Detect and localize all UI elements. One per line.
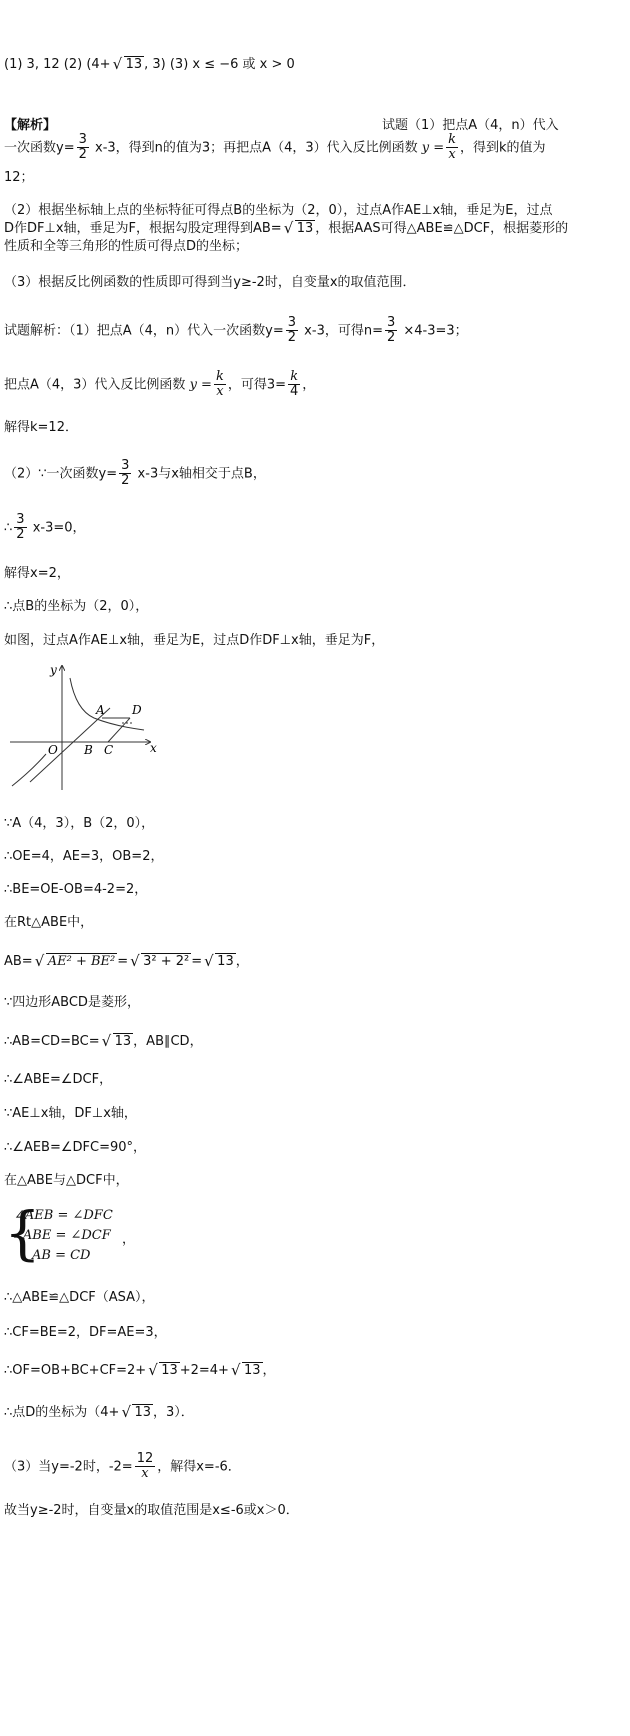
answer-part3: (3) x ≤ −6 或 x > 0 <box>169 57 295 72</box>
label-D: D <box>132 703 142 717</box>
solution-line25: 故当y≥-2时，自变量x的取值范围是x≤-6或x＞0． <box>4 1503 299 1518</box>
system-row2: ∠ABE = ∠DCF <box>12 1228 111 1243</box>
system-row1: ∠AEB = ∠DFC <box>14 1208 113 1223</box>
solution-line12: 在Rt△ABE中， <box>4 915 94 930</box>
coordinate-figure <box>4 660 164 795</box>
analysis-p2-line2: D作DF⊥x轴，垂足为F，根据勾股定理得到AB=√ 13 ，根据AAS可得△ABE≌△DCF，根据菱形的 <box>4 221 568 237</box>
analysis-heading: 【解析】 <box>4 118 57 133</box>
analysis-p2-line3: 性质和全等三角形的性质可得点D的坐标； <box>4 239 249 254</box>
analysis-line1-right: 试题（1）把点A（4，n）代入 <box>382 118 559 133</box>
label-C: C <box>104 743 114 757</box>
solution-line17: ∵AE⊥x轴，DF⊥x轴， <box>4 1106 137 1121</box>
system-comma: ， <box>122 1232 136 1247</box>
solution-line19: 在△ABE与△DCF中， <box>4 1173 129 1188</box>
solution-line23: ∴点D的坐标为（4+√ 13 ，3）． <box>4 1405 194 1421</box>
answer-part2c: , 3) <box>144 57 166 72</box>
solution-line24: （3）当y=-2时，-2= $\frac{12}{x}$ ，解得x=-6． <box>4 1451 241 1482</box>
solution-line14: ∵四边形ABCD是菱形， <box>4 995 140 1010</box>
solution-line1: 试题解析：（1）把点A（4，n）代入一次函数y= $\frac{3}{2}$ x-3，可得n= $\frac{3}{2}$ ×4-3=3； <box>4 315 468 346</box>
solution-line4: （2）∵一次函数y= $\frac{3}{2}$ x-3与x轴相交于点B， <box>4 458 266 489</box>
analysis-p3: （3）根据反比例函数的性质即可得到当y≥-2时，自变量x的取值范围． <box>4 275 416 290</box>
label-A: A <box>96 703 105 717</box>
equation-system <box>4 1199 154 1270</box>
solution-line3: 解得k=12． <box>4 420 78 435</box>
rhombus-DC <box>108 718 130 742</box>
solution-line13: AB=√ AE² + BE² =√ 3² + 2² =√ 13 ， <box>4 954 249 970</box>
answer-part1: (1) 3, 12 <box>4 57 60 72</box>
answer-part2a: (2) (4+ <box>63 57 111 72</box>
label-y: y <box>50 663 57 677</box>
solution-line9: ∵A（4，3），B（2，0）， <box>4 816 155 831</box>
sqrt-13: √ 13 <box>113 57 145 73</box>
solution-line16: ∴∠ABE=∠DCF， <box>4 1072 113 1087</box>
system-brace: { <box>4 1199 41 1267</box>
fraction-k-x: $\frac{k}{x}$ <box>448 132 457 163</box>
solution-line15: ∴AB=CD=BC=√ 13 ，AB∥CD， <box>4 1034 203 1050</box>
label-x: x <box>150 741 157 755</box>
solution-line22: ∴OF=OB+BC+CF=2+√ 13 +2=4+√ 13 ， <box>4 1363 276 1379</box>
solution-line7: ∴点B的坐标为（2，0）， <box>4 599 149 614</box>
solution-line18: ∴∠AEB=∠DFC=90°， <box>4 1140 146 1155</box>
solution-line5: ∴ $\frac{3}{2}$ x-3=0， <box>4 512 86 543</box>
solution-line20: ∴△ABE≌△DCF（ASA）， <box>4 1290 155 1305</box>
solution-line8: 如图，过点A作AE⊥x轴，垂足为E，过点D作DF⊥x轴，垂足为F， <box>4 633 385 648</box>
analysis-line2: 一次函数y= $\frac{3}{2}$ x-3，得到n的值为3；再把点A（4，3）代入反比例函数 y = $\frac{k}{x}$ ，得到k的值为 <box>4 132 546 163</box>
hyperbola-left <box>12 754 46 786</box>
answer-line <box>4 57 295 73</box>
analysis-p2-line1: （2）根据坐标轴上点的坐标特征可得点B的坐标为（2，0），过点A作AE⊥x轴，垂足为E，过点 <box>4 203 553 218</box>
fraction-3-2: $\frac{3}{2}$ <box>78 132 87 163</box>
linear-function <box>30 708 110 782</box>
label-O: O <box>48 743 58 757</box>
system-row3: AB = CD <box>32 1248 91 1263</box>
analysis-line3: 12； <box>4 170 34 185</box>
solution-line11: ∴BE=OE-OB=4-2=2， <box>4 882 148 897</box>
solution-line2: 把点A（4，3）代入反比例函数 y = $\frac{k}{x}$ ，可得3= $\frac{k}{4}$ ， <box>4 369 316 400</box>
solution-line6: 解得x=2， <box>4 566 70 581</box>
solution-line21: ∴CF=BE=2，DF=AE=3， <box>4 1325 167 1340</box>
label-B: B <box>84 743 93 757</box>
solution-line10: ∴OE=4，AE=3，OB=2， <box>4 849 164 864</box>
